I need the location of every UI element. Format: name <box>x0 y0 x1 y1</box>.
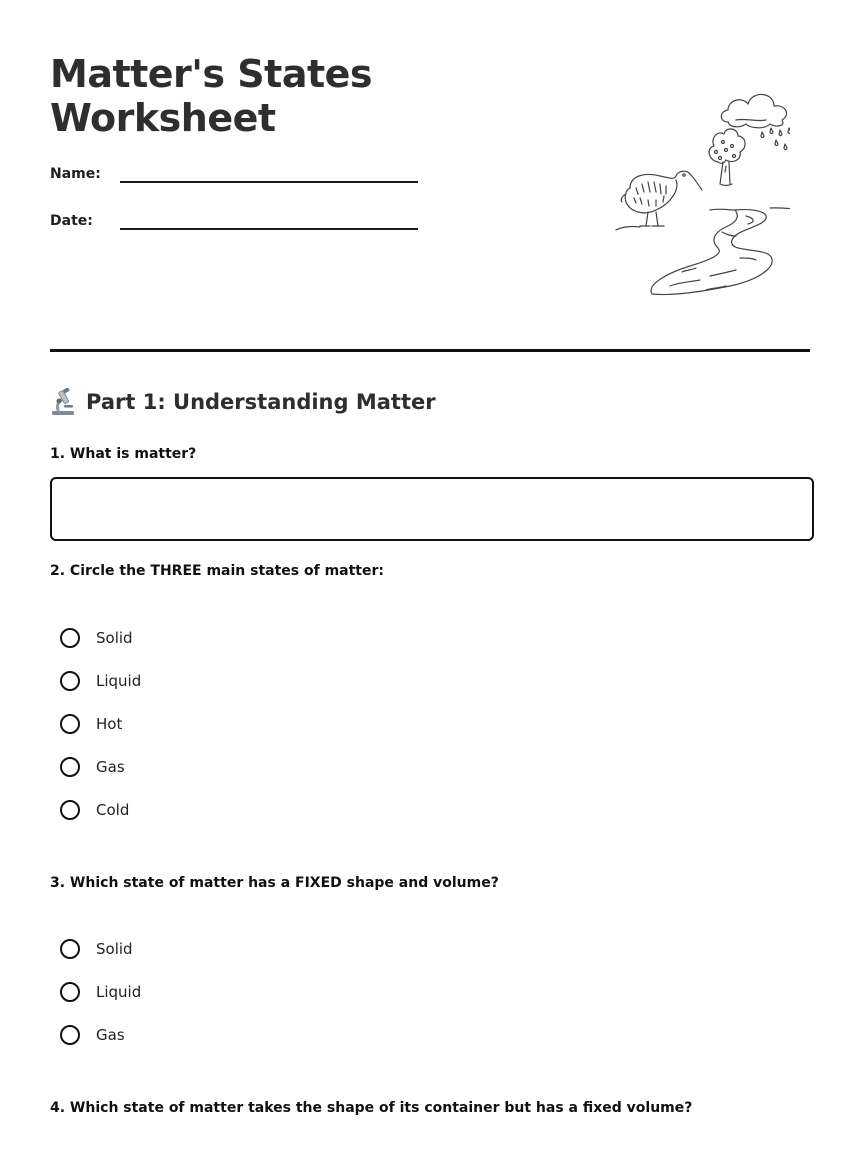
q3-option-gas[interactable] <box>60 1022 125 1048</box>
question-1-answer-box[interactable] <box>50 477 814 541</box>
option-label: Gas <box>96 1026 125 1044</box>
radio-circle[interactable] <box>60 800 80 820</box>
q2-option-gas[interactable] <box>60 754 125 780</box>
q2-option-hot[interactable] <box>60 711 122 737</box>
q2-option-liquid[interactable] <box>60 668 141 694</box>
option-label: Solid <box>96 629 133 647</box>
microscope-icon <box>50 388 76 416</box>
kiwi-bird-river-scene-icon <box>560 80 790 305</box>
tree-icon <box>709 129 745 186</box>
name-input[interactable] <box>120 181 418 183</box>
option-label: Liquid <box>96 983 142 1001</box>
question-4: 4. Which state of matter takes the shape of its container but has a fixed volume? <box>50 1100 693 1116</box>
date-input[interactable] <box>120 228 418 230</box>
radio-circle[interactable] <box>60 671 80 691</box>
question-3: 3. Which state of matter has a FIXED shape and volume? <box>50 875 499 891</box>
radio-circle[interactable] <box>60 714 80 734</box>
radio-circle[interactable] <box>60 1025 80 1045</box>
title-line-1: Matter's States <box>50 52 373 96</box>
part1-heading <box>50 388 436 416</box>
kiwi-bird-icon <box>621 171 702 226</box>
question-2: 2. Circle the THREE main states of matter: <box>50 563 384 579</box>
header-divider <box>50 349 810 352</box>
q2-option-solid[interactable] <box>60 625 133 651</box>
option-label: Liquid <box>96 672 142 690</box>
part1-heading-text: Part 1: Understanding Matter <box>86 390 436 414</box>
q2-option-cold[interactable] <box>60 797 129 823</box>
option-label: Solid <box>96 940 133 958</box>
title-line-2: Worksheet <box>50 96 276 140</box>
question-1: 1. What is matter? <box>50 446 197 462</box>
radio-circle[interactable] <box>60 982 80 1002</box>
rain-cloud-icon <box>721 94 790 149</box>
q3-option-solid[interactable] <box>60 936 133 962</box>
page-title <box>50 52 470 140</box>
radio-circle[interactable] <box>60 939 80 959</box>
date-field-row <box>50 213 420 243</box>
river-icon <box>651 210 772 295</box>
radio-circle[interactable] <box>60 628 80 648</box>
option-label: Cold <box>96 801 130 819</box>
radio-circle[interactable] <box>60 757 80 777</box>
option-label: Hot <box>96 715 123 733</box>
name-field-row <box>50 166 420 196</box>
option-label: Gas <box>96 758 125 776</box>
q3-option-liquid[interactable] <box>60 979 141 1005</box>
name-label: Name: <box>50 166 101 182</box>
date-label: Date: <box>50 213 93 229</box>
